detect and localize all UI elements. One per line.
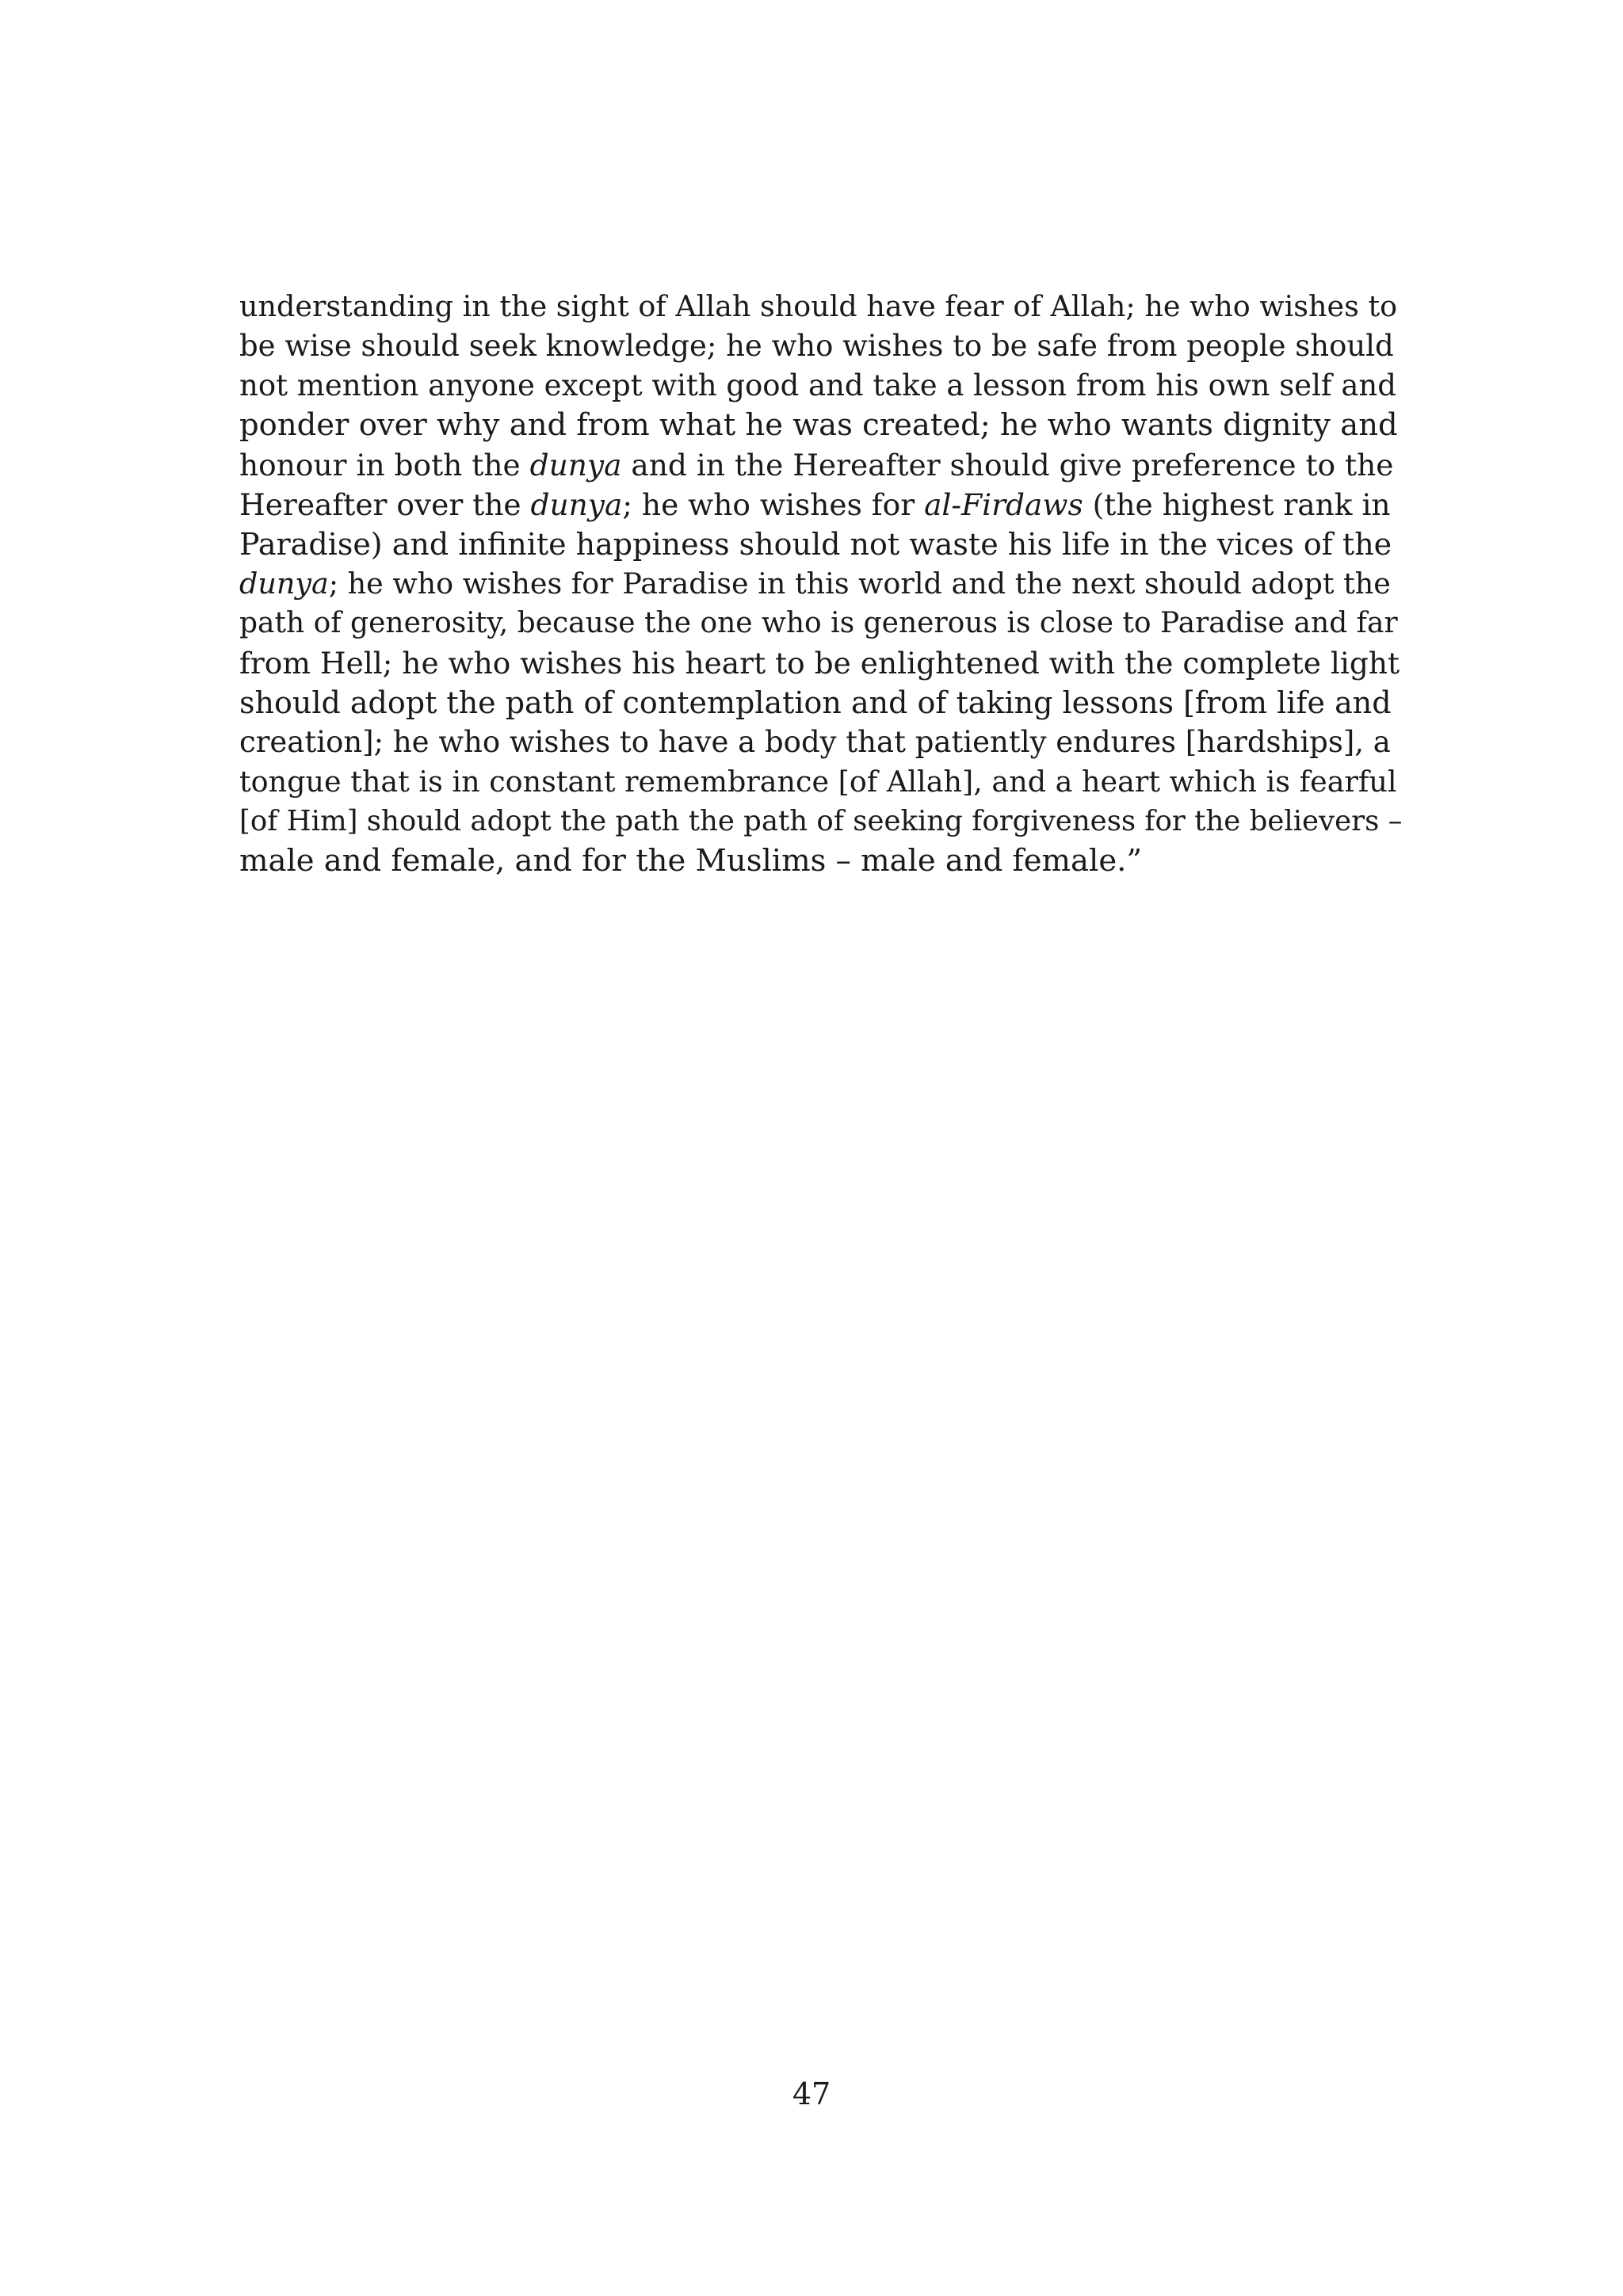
text-line — [239, 287, 1404, 326]
text-segment: and in the Hereafter should give preference to the — [621, 448, 1394, 482]
text-line — [239, 366, 1404, 406]
text-line — [239, 762, 1404, 802]
text-line — [239, 683, 1404, 723]
body-paragraph — [239, 287, 1404, 881]
text-line — [239, 326, 1404, 366]
italic-term: dunya — [239, 566, 329, 601]
text-segment: honour in both the — [239, 448, 530, 482]
text-line — [239, 841, 1404, 881]
text-line — [239, 485, 1404, 524]
text-segment: ponder over why and from what he was created; he who wants dignity and — [239, 407, 1398, 443]
italic-term: dunya — [530, 487, 623, 522]
text-line — [239, 604, 1404, 643]
text-segment: path of generosity, because the one who is generous is close to Paradise and far — [239, 607, 1398, 639]
page-number: 47 — [792, 2077, 831, 2111]
text-line — [239, 564, 1404, 604]
text-segment: Paradise) and infinite happiness should not waste his life in the vices of the — [239, 527, 1392, 562]
text-line — [239, 524, 1404, 564]
text-line — [239, 445, 1404, 485]
text-line — [239, 406, 1404, 445]
text-segment: not mention anyone except with good and take a lesson from his own self and — [239, 368, 1396, 402]
text-segment: male and female, and for the Muslims – male and female.” — [239, 843, 1143, 879]
text-line — [239, 643, 1404, 683]
italic-term: al-Firdaws — [924, 487, 1083, 522]
text-segment: be wise should seek knowledge; he who wishes to be safe from people should — [239, 329, 1394, 363]
text-segment: should adopt the path of contemplation and of taking lessons [from life and — [239, 685, 1392, 720]
text-line — [239, 802, 1404, 841]
text-segment: [of Him] should adopt the path the path of seeking forgiveness for the believers – — [239, 805, 1403, 837]
text-segment: understanding in the sight of Allah should have fear of Allah; he who wishes to — [239, 289, 1398, 323]
italic-term: dunya — [529, 448, 622, 482]
text-segment: creation]; he who wishes to have a body that patiently endures [hardships], a — [239, 725, 1391, 759]
text-segment: ; he who wishes for Paradise in this world and the next should adopt the — [328, 566, 1391, 601]
text-segment: ; he who wishes for — [622, 487, 925, 522]
text-segment: from Hell; he who wishes his heart to be enlightened with the complete light — [239, 646, 1400, 681]
text-segment: Hereafter over the — [239, 487, 531, 522]
text-segment: tongue that is in constant remembrance [of Allah], and a heart which is fearful — [239, 765, 1397, 799]
text-line — [239, 723, 1404, 762]
text-segment: (the highest rank in — [1083, 487, 1391, 522]
